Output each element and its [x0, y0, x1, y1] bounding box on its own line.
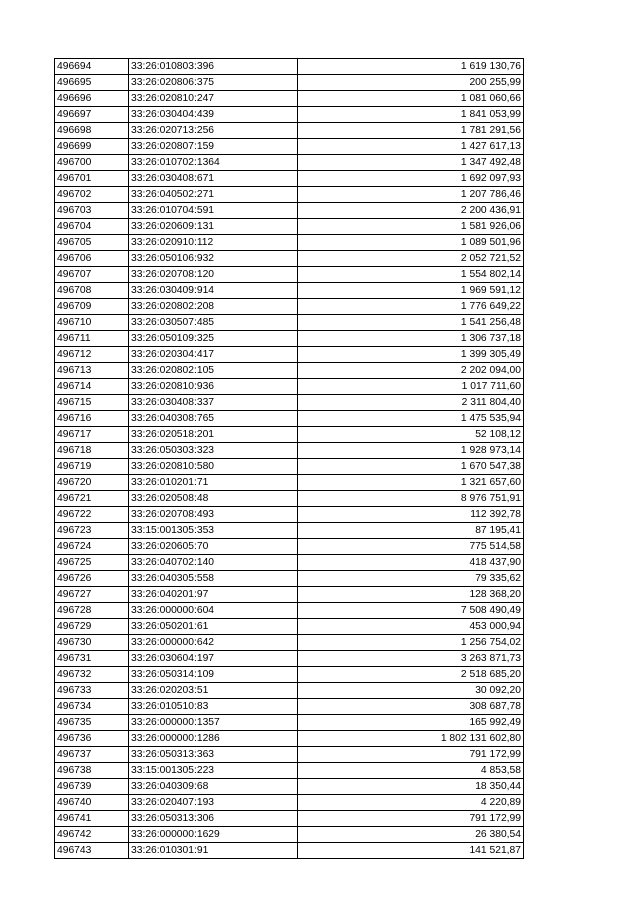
- table-row: [55, 155, 524, 171]
- value-cell: 1 321 657,60: [298, 475, 524, 491]
- cadastral-number-cell: 33:26:020802:105: [129, 363, 298, 379]
- table-row: [55, 123, 524, 139]
- row-id-cell: 496724: [55, 539, 129, 555]
- table-row: [55, 635, 524, 651]
- cadastral-number-cell: 33:26:020810:247: [129, 91, 298, 107]
- cadastral-number-cell: 33:26:020708:120: [129, 267, 298, 283]
- row-id-cell: 496734: [55, 699, 129, 715]
- row-id-cell: 496731: [55, 651, 129, 667]
- row-id-cell: 496742: [55, 827, 129, 843]
- cadastral-number-cell: 33:26:020802:208: [129, 299, 298, 315]
- cadastral-number-cell: 33:26:040308:765: [129, 411, 298, 427]
- row-id-cell: 496714: [55, 379, 129, 395]
- cadastral-number-cell: 33:26:000000:642: [129, 635, 298, 651]
- table-row: [55, 315, 524, 331]
- cadastral-number-cell: 33:26:020910:112: [129, 235, 298, 251]
- value-cell: 8 976 751,91: [298, 491, 524, 507]
- table-row: [55, 795, 524, 811]
- cadastral-number-cell: 33:26:050201:61: [129, 619, 298, 635]
- cadastral-number-cell: 33:26:050313:363: [129, 747, 298, 763]
- value-cell: 1 306 737,18: [298, 331, 524, 347]
- table-row: [55, 331, 524, 347]
- row-id-cell: 496718: [55, 443, 129, 459]
- row-id-cell: 496726: [55, 571, 129, 587]
- table-row: [55, 827, 524, 843]
- cadastral-number-cell: 33:26:020810:936: [129, 379, 298, 395]
- value-cell: 418 437,90: [298, 555, 524, 571]
- table-row: [55, 91, 524, 107]
- value-cell: 1 781 291,56: [298, 123, 524, 139]
- table-row: [55, 299, 524, 315]
- table-row: [55, 843, 524, 859]
- value-cell: 453 000,94: [298, 619, 524, 635]
- table-row: [55, 651, 524, 667]
- row-id-cell: 496735: [55, 715, 129, 731]
- value-cell: 1 619 130,76: [298, 59, 524, 75]
- row-id-cell: 496717: [55, 427, 129, 443]
- table-row: [55, 603, 524, 619]
- table-row: [55, 475, 524, 491]
- cadastral-number-cell: 33:26:010510:83: [129, 699, 298, 715]
- cadastral-number-cell: 33:26:050303:323: [129, 443, 298, 459]
- row-id-cell: 496703: [55, 203, 129, 219]
- value-cell: 200 255,99: [298, 75, 524, 91]
- cadastral-number-cell: 33:26:020807:159: [129, 139, 298, 155]
- value-cell: 1 670 547,38: [298, 459, 524, 475]
- cadastral-number-cell: 33:26:020806:375: [129, 75, 298, 91]
- row-id-cell: 496711: [55, 331, 129, 347]
- row-id-cell: 496740: [55, 795, 129, 811]
- value-cell: 165 992,49: [298, 715, 524, 731]
- table-row: [55, 811, 524, 827]
- value-cell: 4 220,89: [298, 795, 524, 811]
- table-row: [55, 347, 524, 363]
- table-row: [55, 267, 524, 283]
- value-cell: 1 207 786,46: [298, 187, 524, 203]
- cadastral-number-cell: 33:26:010704:591: [129, 203, 298, 219]
- value-cell: 1 928 973,14: [298, 443, 524, 459]
- table-row: [55, 539, 524, 555]
- row-id-cell: 496721: [55, 491, 129, 507]
- table-row: [55, 571, 524, 587]
- value-cell: 1 969 591,12: [298, 283, 524, 299]
- cadastral-number-cell: 33:26:040702:140: [129, 555, 298, 571]
- row-id-cell: 496739: [55, 779, 129, 795]
- cadastral-number-cell: 33:26:020609:131: [129, 219, 298, 235]
- row-id-cell: 496698: [55, 123, 129, 139]
- row-id-cell: 496716: [55, 411, 129, 427]
- value-cell: 4 853,58: [298, 763, 524, 779]
- row-id-cell: 496707: [55, 267, 129, 283]
- row-id-cell: 496727: [55, 587, 129, 603]
- table-row: [55, 219, 524, 235]
- row-id-cell: 496700: [55, 155, 129, 171]
- table-row: [55, 763, 524, 779]
- cadastral-number-cell: 33:15:001305:223: [129, 763, 298, 779]
- cadastral-number-cell: 33:26:050313:306: [129, 811, 298, 827]
- table-row: [55, 171, 524, 187]
- row-id-cell: 496699: [55, 139, 129, 155]
- cadastral-number-cell: 33:26:030409:914: [129, 283, 298, 299]
- table-row: [55, 715, 524, 731]
- value-cell: 1 089 501,96: [298, 235, 524, 251]
- cadastral-number-cell: 33:26:000000:604: [129, 603, 298, 619]
- value-cell: 2 311 804,40: [298, 395, 524, 411]
- row-id-cell: 496696: [55, 91, 129, 107]
- value-cell: 2 202 094,00: [298, 363, 524, 379]
- value-cell: 2 200 436,91: [298, 203, 524, 219]
- cadastral-number-cell: 33:26:020605:70: [129, 539, 298, 555]
- table-row: [55, 667, 524, 683]
- table-row: [55, 203, 524, 219]
- table-body: [55, 59, 524, 859]
- value-cell: 791 172,99: [298, 811, 524, 827]
- cadastral-number-cell: 33:26:020713:256: [129, 123, 298, 139]
- table-row: [55, 459, 524, 475]
- value-cell: 791 172,99: [298, 747, 524, 763]
- cadastral-number-cell: 33:26:020304:417: [129, 347, 298, 363]
- value-cell: 1 541 256,48: [298, 315, 524, 331]
- cadastral-number-cell: 33:26:010301:91: [129, 843, 298, 859]
- table-row: [55, 779, 524, 795]
- row-id-cell: 496708: [55, 283, 129, 299]
- row-id-cell: 496695: [55, 75, 129, 91]
- table-row: [55, 411, 524, 427]
- cadastral-number-cell: 33:26:030408:671: [129, 171, 298, 187]
- value-cell: 1 841 053,99: [298, 107, 524, 123]
- value-cell: 2 518 685,20: [298, 667, 524, 683]
- table-row: [55, 75, 524, 91]
- cadastral-number-cell: 33:26:020508:48: [129, 491, 298, 507]
- table-row: [55, 747, 524, 763]
- row-id-cell: 496715: [55, 395, 129, 411]
- cadastral-number-cell: 33:26:020518:201: [129, 427, 298, 443]
- value-cell: 1 347 492,48: [298, 155, 524, 171]
- table-row: [55, 59, 524, 75]
- row-id-cell: 496741: [55, 811, 129, 827]
- row-id-cell: 496706: [55, 251, 129, 267]
- table-row: [55, 235, 524, 251]
- value-cell: 775 514,58: [298, 539, 524, 555]
- cadastral-number-cell: 33:26:040502:271: [129, 187, 298, 203]
- value-cell: 2 052 721,52: [298, 251, 524, 267]
- data-table: [54, 58, 524, 859]
- row-id-cell: 496694: [55, 59, 129, 75]
- row-id-cell: 496701: [55, 171, 129, 187]
- cadastral-number-cell: 33:26:040309:68: [129, 779, 298, 795]
- row-id-cell: 496729: [55, 619, 129, 635]
- table-row: [55, 731, 524, 747]
- value-cell: 308 687,78: [298, 699, 524, 715]
- row-id-cell: 496725: [55, 555, 129, 571]
- value-cell: 87 195,41: [298, 523, 524, 539]
- value-cell: 18 350,44: [298, 779, 524, 795]
- table-row: [55, 587, 524, 603]
- value-cell: 1 475 535,94: [298, 411, 524, 427]
- value-cell: 26 380,54: [298, 827, 524, 843]
- row-id-cell: 496736: [55, 731, 129, 747]
- table-row: [55, 283, 524, 299]
- table-row: [55, 491, 524, 507]
- cadastral-number-cell: 33:26:030404:439: [129, 107, 298, 123]
- table-row: [55, 507, 524, 523]
- cadastral-number-cell: 33:26:040201:97: [129, 587, 298, 603]
- value-cell: 30 092,20: [298, 683, 524, 699]
- table-row: [55, 523, 524, 539]
- cadastral-number-cell: 33:26:030604:197: [129, 651, 298, 667]
- row-id-cell: 496728: [55, 603, 129, 619]
- value-cell: 141 521,87: [298, 843, 524, 859]
- row-id-cell: 496710: [55, 315, 129, 331]
- value-cell: 1 776 649,22: [298, 299, 524, 315]
- cadastral-number-cell: 33:26:030408:337: [129, 395, 298, 411]
- cadastral-number-cell: 33:26:040305:558: [129, 571, 298, 587]
- table-row: [55, 187, 524, 203]
- row-id-cell: 496712: [55, 347, 129, 363]
- row-id-cell: 496702: [55, 187, 129, 203]
- value-cell: 1 581 926,06: [298, 219, 524, 235]
- value-cell: 3 263 871,73: [298, 651, 524, 667]
- cadastral-number-cell: 33:26:030507:485: [129, 315, 298, 331]
- value-cell: 1 017 711,60: [298, 379, 524, 395]
- cadastral-number-cell: 33:15:001305:353: [129, 523, 298, 539]
- cadastral-number-cell: 33:26:020407:193: [129, 795, 298, 811]
- cadastral-number-cell: 33:26:050109:325: [129, 331, 298, 347]
- row-id-cell: 496720: [55, 475, 129, 491]
- table-row: [55, 619, 524, 635]
- value-cell: 1 399 305,49: [298, 347, 524, 363]
- value-cell: 1 081 060,66: [298, 91, 524, 107]
- value-cell: 1 256 754,02: [298, 635, 524, 651]
- table-row: [55, 683, 524, 699]
- row-id-cell: 496733: [55, 683, 129, 699]
- value-cell: 79 335,62: [298, 571, 524, 587]
- table-row: [55, 395, 524, 411]
- row-id-cell: 496709: [55, 299, 129, 315]
- value-cell: 52 108,12: [298, 427, 524, 443]
- table-row: [55, 427, 524, 443]
- row-id-cell: 496719: [55, 459, 129, 475]
- value-cell: 1 554 802,14: [298, 267, 524, 283]
- cadastral-number-cell: 33:26:000000:1629: [129, 827, 298, 843]
- value-cell: 1 427 617,13: [298, 139, 524, 155]
- row-id-cell: 496737: [55, 747, 129, 763]
- row-id-cell: 496704: [55, 219, 129, 235]
- cadastral-number-cell: 33:26:020708:493: [129, 507, 298, 523]
- table-row: [55, 699, 524, 715]
- cadastral-number-cell: 33:26:010201:71: [129, 475, 298, 491]
- cadastral-number-cell: 33:26:020203:51: [129, 683, 298, 699]
- row-id-cell: 496697: [55, 107, 129, 123]
- row-id-cell: 496713: [55, 363, 129, 379]
- cadastral-number-cell: 33:26:010702:1364: [129, 155, 298, 171]
- table-row: [55, 363, 524, 379]
- cadastral-number-cell: 33:26:020810:580: [129, 459, 298, 475]
- row-id-cell: 496723: [55, 523, 129, 539]
- cadastral-number-cell: 33:26:000000:1357: [129, 715, 298, 731]
- value-cell: 7 508 490,49: [298, 603, 524, 619]
- row-id-cell: 496738: [55, 763, 129, 779]
- table-row: [55, 251, 524, 267]
- table-row: [55, 107, 524, 123]
- cadastral-number-cell: 33:26:000000:1286: [129, 731, 298, 747]
- cadastral-number-cell: 33:26:050314:109: [129, 667, 298, 683]
- row-id-cell: 496732: [55, 667, 129, 683]
- row-id-cell: 496730: [55, 635, 129, 651]
- value-cell: 128 368,20: [298, 587, 524, 603]
- value-cell: 1 692 097,93: [298, 171, 524, 187]
- table-row: [55, 555, 524, 571]
- table-row: [55, 443, 524, 459]
- table-row: [55, 139, 524, 155]
- table-row: [55, 379, 524, 395]
- value-cell: 112 392,78: [298, 507, 524, 523]
- cadastral-number-cell: 33:26:050106:932: [129, 251, 298, 267]
- row-id-cell: 496743: [55, 843, 129, 859]
- cadastral-number-cell: 33:26:010803:396: [129, 59, 298, 75]
- row-id-cell: 496722: [55, 507, 129, 523]
- row-id-cell: 496705: [55, 235, 129, 251]
- value-cell: 1 802 131 602,80: [298, 731, 524, 747]
